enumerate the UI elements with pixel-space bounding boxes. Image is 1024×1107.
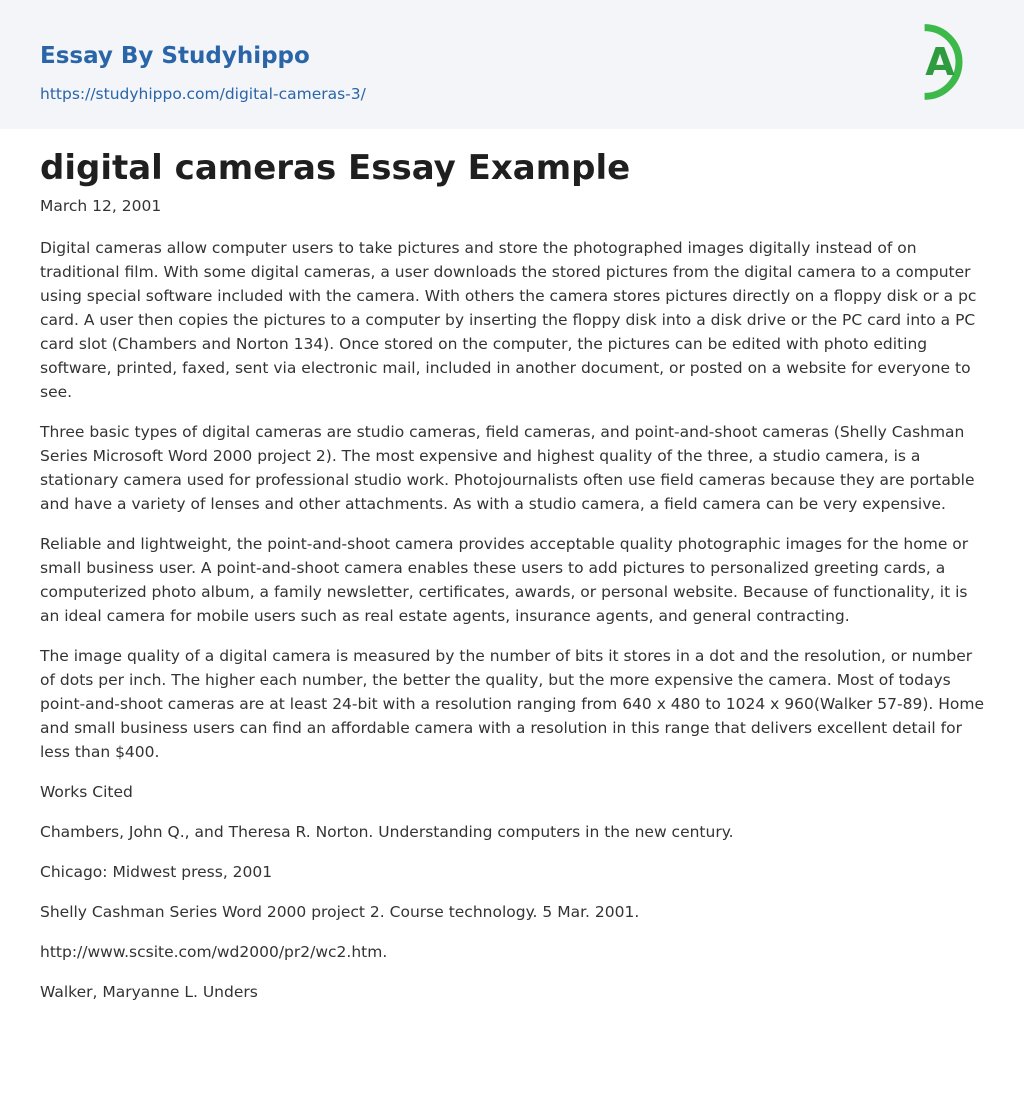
essay-paragraph: Reliable and lightweight, the point-and-shoot camera provides acceptable quality photographic images for the home or small business user. A point-and-shoot camera enables these users to add pictures to personalized greeting cards, a computerized photo album, a family newsletter, certificates, awards, or personal website. Because of functionality, it is an ideal camera for mobile users such as real estate agents, insurance agents, and general contracting. [40,535,969,625]
citation-line: http://www.scsite.com/wd2000/pr2/wc2.htm. [40,943,388,961]
citation-line: Walker, Maryanne L. Unders [40,983,258,1001]
source-url-link[interactable]: https://studyhippo.com/digital-cameras-3/ [40,85,366,103]
page-title: digital cameras Essay Example [40,148,631,188]
essay-body [40,236,988,1004]
citation-line: Chicago: Midwest press, 2001 [40,863,273,881]
logo-letter: A [925,40,955,84]
essay-content [40,146,988,1020]
essay-paragraph: Digital cameras allow computer users to take pictures and store the photographed images digitally instead of on traditional film. With some digital cameras, a user downloads the stored pictures from the digital camera to a computer using special software included with the camera. With others the camera stores pictures directly on a floppy disk or a pc card. A user then copies the pictures to a computer by inserting the floppy disk into a disk drive or the PC card into a PC card slot (Chambers and Norton 134). Once stored on the computer, the pictures can be edited with photo editing software, printed, faxed, sent via electronic mail, included in another document, or posted on a website for everyone to see. [40,239,977,401]
publish-date: March 12, 2001 [40,197,162,215]
essay-paragraph: Three basic types of digital cameras are studio cameras, field cameras, and point-and-shoot cameras (Shelly Cashman Series Microsoft Word 2000 project 2). The most expensive and highest quality of the three, a studio camera, is a stationary camera used for professional studio work. Photojournalists often use field cameras because they are portable and have a variety of lenses and other attachments. As with a studio camera, a field camera can be very expensive. [40,423,975,513]
citation-line: Chambers, John Q., and Theresa R. Norton. Understanding computers in the new century. [40,823,734,841]
site-title[interactable]: Essay By Studyhippo [40,43,310,69]
works-cited-heading: Works Cited [40,783,133,801]
citation-line: Shelly Cashman Series Word 2000 project 2. Course technology. 5 Mar. 2001. [40,903,640,921]
essay-paragraph: The image quality of a digital camera is measured by the number of bits it stores in a dot and the resolution, or number of dots per inch. The higher each number, the better the quality, but the more expensive the camera. Most of todays point-and-shoot cameras are at least 24-bit with a resolution ranging from 640 x 480 to 1024 x 960(Walker 57-89). Home and small business users can find an affordable camera with a resolution in this range that delivers excellent detail for less than $400. [40,647,985,761]
site-header [0,0,1024,129]
studyhippo-logo-icon[interactable] [912,19,986,105]
